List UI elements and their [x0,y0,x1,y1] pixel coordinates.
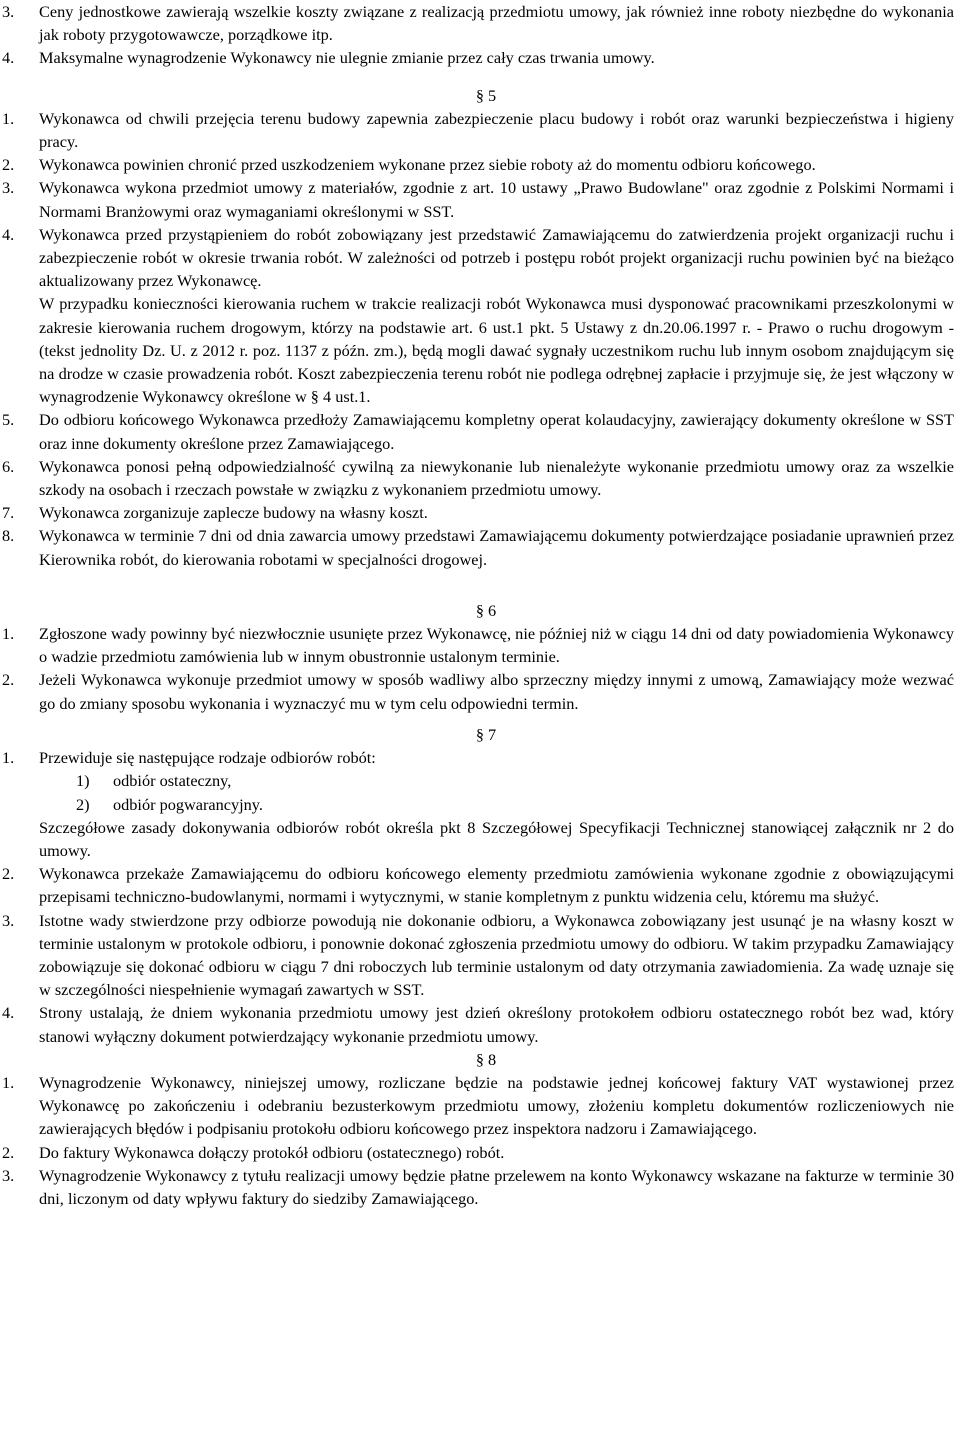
list-item [0,1164,960,1210]
item-number: 3. [2,910,15,930]
list-item [0,0,960,46]
list-item [0,862,960,908]
item-number: 1. [2,748,15,768]
list-item [0,501,960,524]
sub-list-item [0,793,960,816]
item-number: 8. [2,526,15,546]
item-number: 6. [2,456,15,476]
item-text: Jeżeli Wykonawca wykonuje przedmiot umowy w sposób wadliwy albo sprzeczny między innymi z umową, Zamawiający może wezwać go do zmiany sposobu wykonania i wyznaczyć mu w tym celu odpowiedni termin. [39,670,954,713]
sub-item-number: 2) [76,794,90,814]
item-text: Wykonawca w terminie 7 dni od dnia zawarcia umowy przedstawi Zamawiającemu dokumenty potwierdzające posiadanie uprawnień przez Kierownika robót, do kierowania robotami w specjalności drogowej. [39,526,954,569]
item-number: 3. [2,2,15,21]
item-text: Wynagrodzenie Wykonawcy z tytułu realizacji umowy będzie płatne przelewem na konto Wykonawcy wskazane na fakturze w terminie 30 dni, liczonym od daty wpływu faktury do siedziby Zamawiającego. [39,1165,954,1208]
section-heading-8: § 8 [475,1049,497,1069]
list-item [0,1071,960,1141]
item-text: Wykonawca powinien chronić przed uszkodzeniem wykonane przez siebie roboty aż do momentu odbioru końcowego. [39,155,816,175]
item-text: Przewiduje się następujące rodzaje odbiorów robót: [39,748,376,768]
item-number: 2. [2,155,15,175]
section-heading-7: § 7 [475,724,497,744]
item-number: 1. [2,108,15,128]
section-heading-5: § 5 [475,85,497,105]
item-text: Maksymalne wynagrodzenie Wykonawcy nie ulegnie zmianie przez cały czas trwania umowy. [39,48,655,68]
list-item [0,408,960,454]
item-text: Wynagrodzenie Wykonawcy, niniejszej umowy, rozliczane będzie na podstawie jednej końcowej faktury VAT wystawionej przez Wykonawcę po zakończeniu i odebraniu bezusterkowym przedmiotu umowy, złożeniu kompletu dokumentów rozliczeniowych nie zawierających błędów i podpisaniu protokołu odbioru końcowego przez inspektora nadzoru i Zamawiającego. [39,1072,954,1139]
item-number: 2. [2,1142,15,1162]
item-number: 2. [2,864,15,884]
list-item [0,176,960,222]
list-item [0,223,960,293]
item-text: W przypadku konieczności kierowania ruchem w trakcie realizacji robót Wykonawca musi dysponować pracownikami przeszkolonymi w zakresie kierowania ruchem drogowym, którzy na podstawie art. 6 ust.1 pkt. 5 Ustawy z dn.20.06.1997 r. - Prawo o ruchu drogowym - (tekst jednolity Dz. U. z 2012 r. poz. 1137 z późn. zm.), będą mogli dawać sygnały uczestnikom ruchu lub innym osobom znajdującym się na drodze w czasie prowadzenia robót. Koszt zabezpieczenia terenu robót nie podlega odrębnej zapłacie i przyjmuje się, że jest włączony w wynagrodzenie Wykonawcy określone w § 4 ust.1. [39,294,954,407]
list-item [0,455,960,501]
spacer [0,715,960,723]
item-number: 5. [2,410,15,430]
list-item [0,909,960,1002]
item-number: 3. [2,1165,15,1185]
item-text: Do odbioru końcowego Wykonawca przedłoży Zamawiającemu kompletny operat kolaudacyjny, zawierający dokumenty określone w SST oraz inne dokumenty określone przez Zamawiającego. [39,410,954,453]
item-text: Zgłoszone wady powinny być niezwłocznie usunięte przez Wykonawcę, nie później niż w ciągu 14 dni od daty powiadomienia Wykonawcy o wadzie przedmiotu zamówienia lub w innym obustronnie ustalonym terminie. [39,624,954,667]
list-item [0,107,960,153]
spacer [0,571,960,599]
item-text: Wykonawca zorganizuje zaplecze budowy na własny koszt. [39,503,428,523]
item-number: 7. [2,503,15,523]
item-number: 2. [2,670,15,690]
item-text: Wykonawca wykona przedmiot umowy z materiałów, zgodnie z art. 10 ustawy „Prawo Budowlane" oraz zgodnie z Polskimi Normami i Normami Branżowymi oraz wymaganiami określonymi w SST. [39,178,954,221]
list-item [0,1001,960,1047]
list-item-continuation [0,292,960,408]
item-number: 1. [2,624,15,644]
section-heading-6: § 6 [475,600,497,620]
item-text: Szczegółowe zasady dokonywania odbiorów robót określa pkt 8 Szczegółowej Specyfikacji Technicznej stanowiącej załącznik nr 2 do umowy. [39,817,954,860]
sub-item-number: 1) [76,771,90,791]
item-text: Istotne wady stwierdzone przy odbiorze powodują nie dokonanie odbioru, a Wykonawca zobowiązany jest usunąć je na własny koszt w terminie ustalonym w protokole odbioru, i ponownie dokonać zgłoszenia przedmiotu umowy do odbioru. W takim przypadku Zamawiający zobowiązuje się dokonać odbioru w ciągu 7 dni roboczych lub terminie ustalonym od daty otrzymania zawiadomienia. Za wadę uznaje się w szczególności niespełnienie wymagań zawartych w SST. [39,910,954,1000]
item-number: 1. [2,1072,15,1092]
item-number: 4. [2,1003,15,1023]
sub-item-text: odbiór ostateczny, [113,771,232,791]
item-number: 3. [2,178,15,198]
spacer [0,70,960,84]
item-text: Wykonawca przed przystąpieniem do robót zobowiązany jest przedstawić Zamawiającemu do zatwierdzenia projekt organizacji ruchu i zabezpieczenie robót w okresie trwania robót. W zależności od potrzeb i postępu robót projekt organizacji ruchu powinien być na bieżąco aktualizowany przez Wykonawcę. [39,224,954,291]
sub-item-text: odbiór pogwarancyjny. [113,794,263,814]
item-text: Wykonawca ponosi pełną odpowiedzialność cywilną za niewykonanie lub nienależyte wykonanie przedmiotu umowy oraz za wszelkie szkody na osobach i rzeczach powstałe w związku z wykonaniem przedmiotu umowy. [39,456,954,500]
item-number: 4. [2,224,15,244]
item-text: Strony ustalają, że dniem wykonania przedmiotu umowy jest dzień określony protokołem odbioru ostatecznego robót bez wad, który stanowi wyłączny dokument potwierdzający wykonanie przedmiotu umowy. [39,1003,954,1046]
item-text: Wykonawca przekaże Zamawiającemu do odbioru końcowego elementy przedmiotu zamówienia wykonane zgodnie z obowiązującymi przepisami techniczno-budowlanymi, normami i wytycznymi, w stanie kompletnym z punktu widzenia celu, któremu ma służyć. [39,864,954,907]
list-item [0,746,960,769]
item-text: Wykonawca od chwili przejęcia terenu budowy zapewnia zabezpieczenie placu budowy i robót oraz warunki bezpieczeństwa i higieny pracy. [39,108,954,152]
item-text: Ceny jednostkowe zawierają wszelkie koszty związane z realizacją przedmiotu umowy, jak również inne roboty niezbędne do wykonania jak roboty przygotowawcze, porządkowe itp. [39,2,954,45]
list-item [0,524,960,570]
item-text: Do faktury Wykonawca dołączy protokół odbioru (ostatecznego) robót. [39,1142,505,1162]
sub-list-item [0,769,960,792]
list-item-continuation [0,816,960,862]
list-item [0,153,960,176]
list-item [0,668,960,714]
item-number: 4. [2,48,15,68]
list-item [0,622,960,668]
list-item [0,1141,960,1164]
list-item [0,46,960,69]
